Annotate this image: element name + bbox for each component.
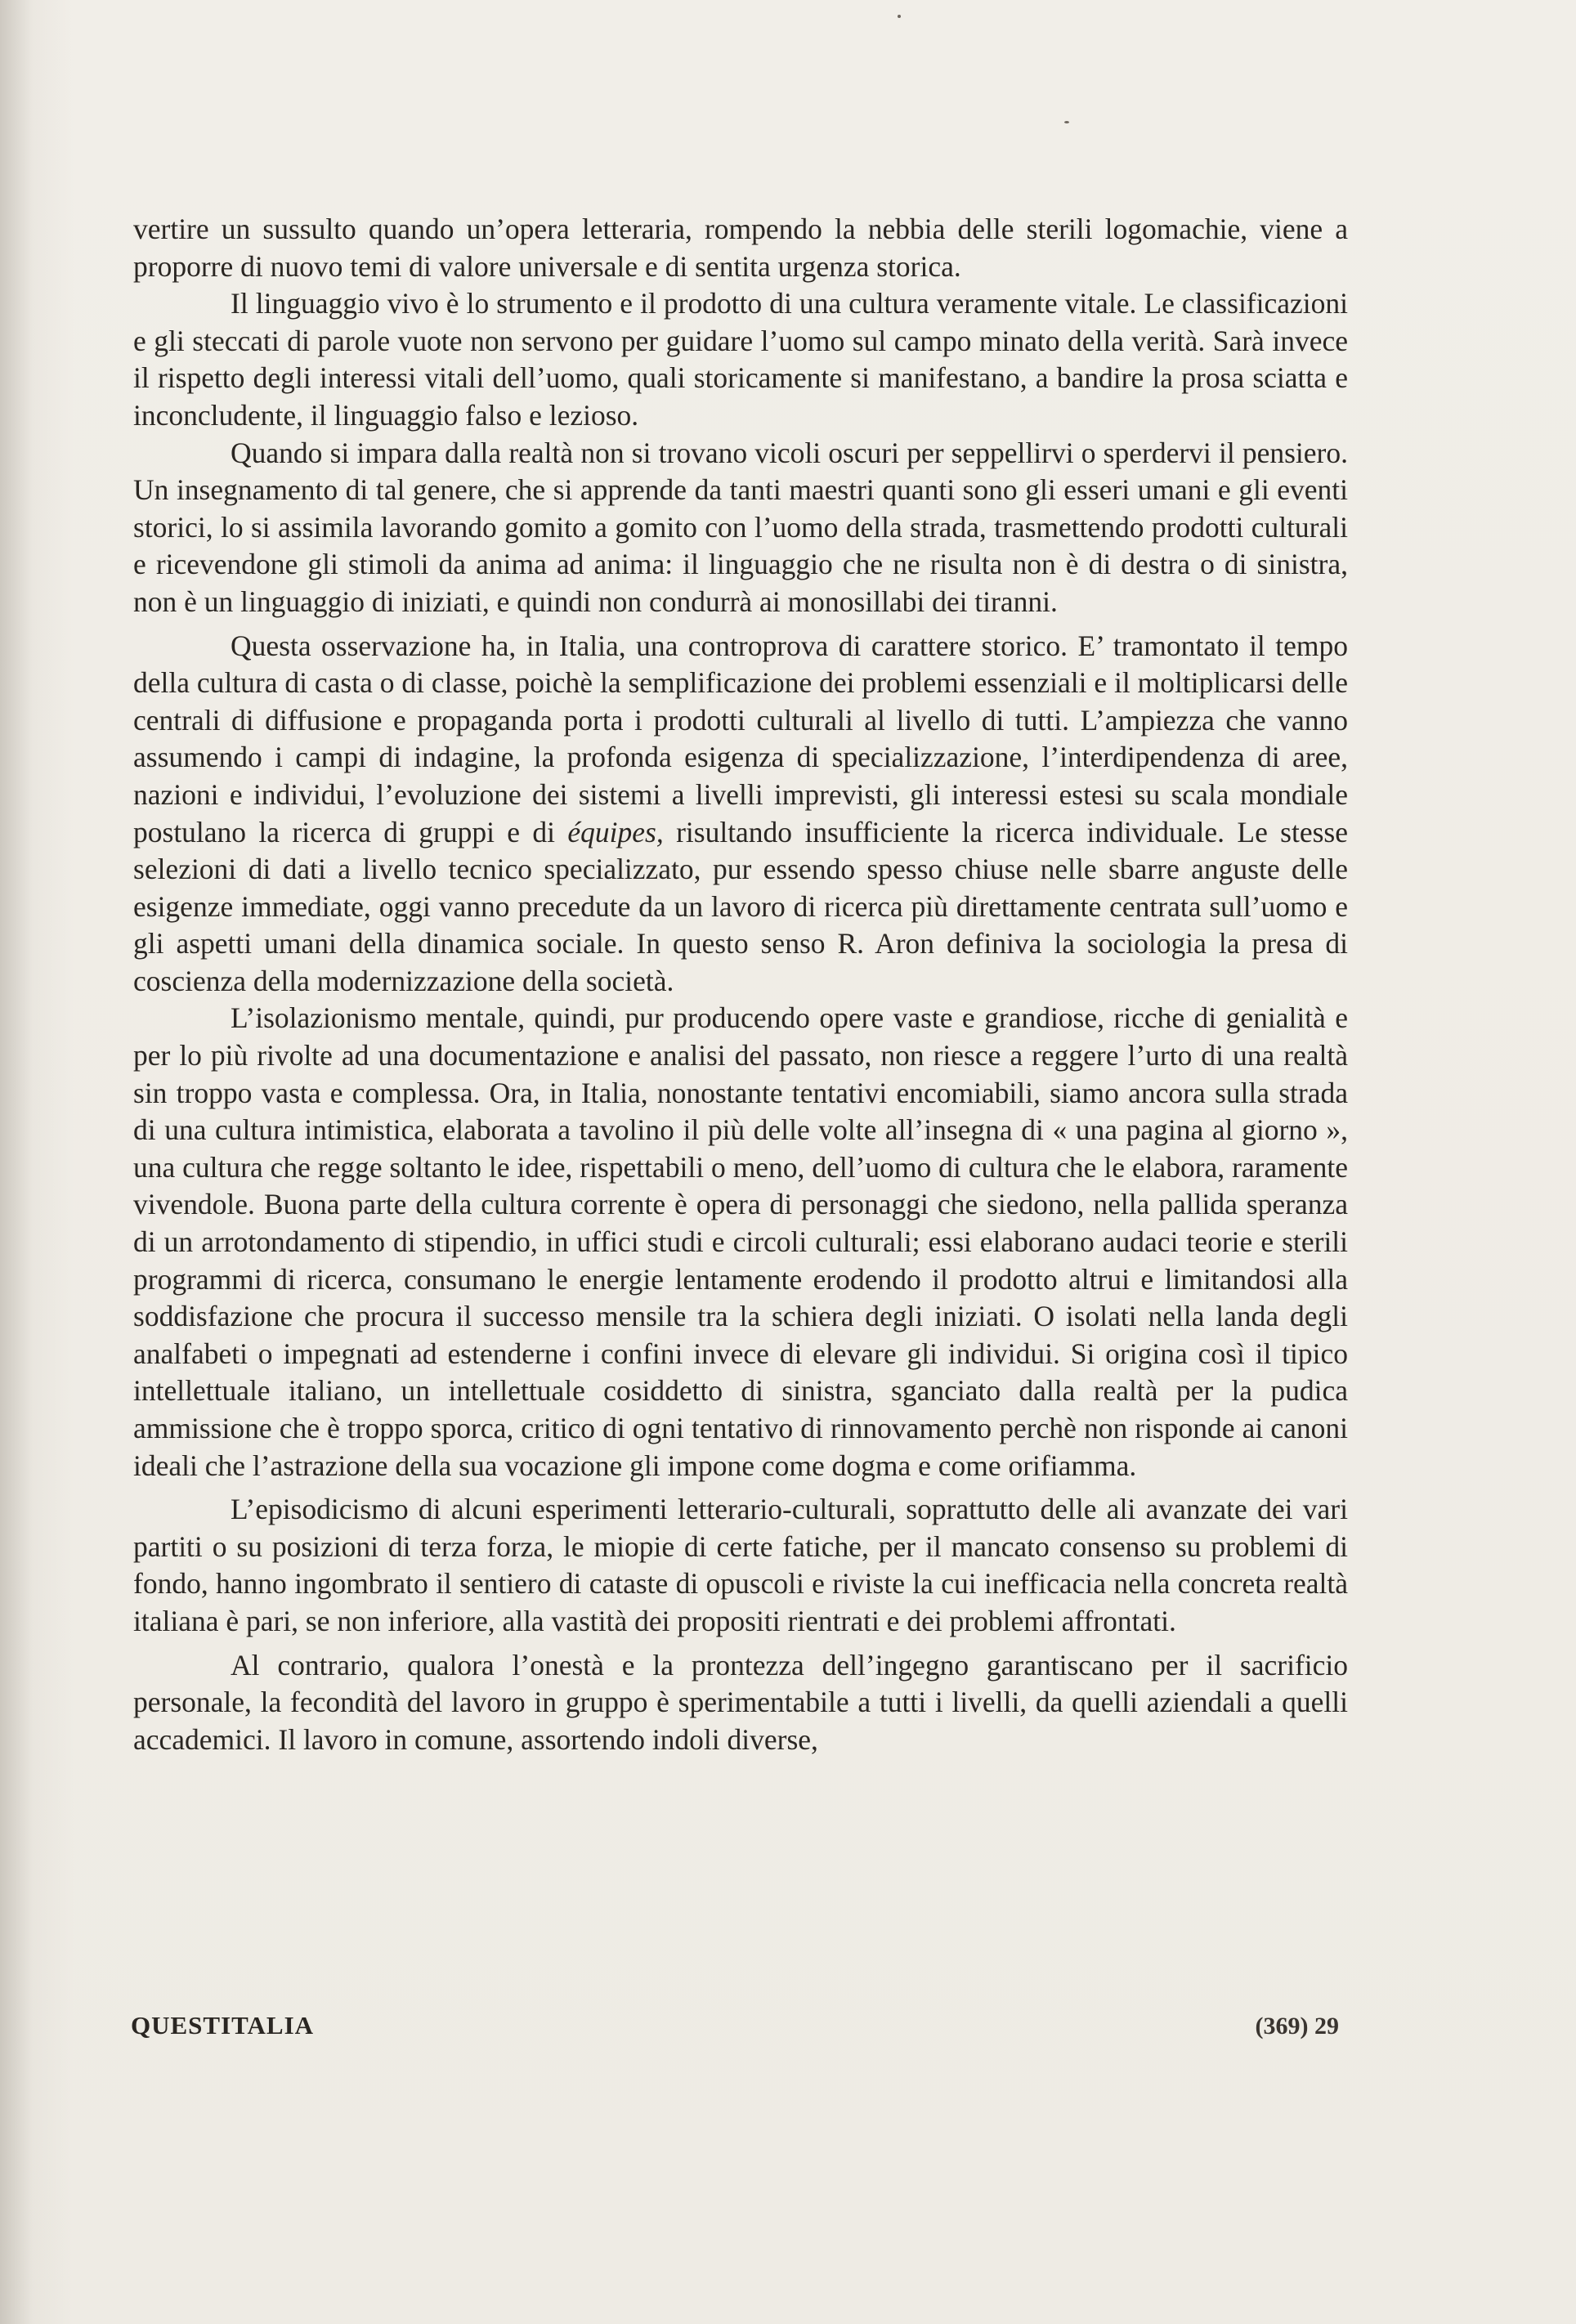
paragraph-5: L’isolazionismo mentale, quindi, pur producendo opere vaste e grandiose, ricche di genialità e per lo più rivolte ad una documentazione e analisi del passato, non riesce a reggere l’urto di una realtà sin troppo vasta e complessa. Ora, in Italia, nonostante tentativi encomiabili, siamo ancora sulla strada di una cultura intimistica, elaborata a tavolino il più delle volte all’insegna di « una pagina al giorno », una cultura che regge soltanto le idee, rispettabili o meno, dell’uomo di cultura che le elabora, raramente vivendole. Buona parte della cultura corrente è opera di personaggi che siedono, nella pallida speranza di un arrotondamento di stipendio, in uffici studi e circoli culturali; essi elaborano audaci teorie e sterili programmi di ricerca, consumano le energie lentamente erodendo il prodotto altrui e limitandosi alla soddisfazione che procura il successo mensile tra la schiera degli iniziati. O isolati nella landa degli analfabeti o impegnati ad estenderne i confini invece di elevare gli individui. Si origina così il tipico intellettuale italiano, un intellettuale cosiddetto di sinistra, sganciato dalla realtà per la pudica ammissione che è troppo sporca, critico di ogni tentativo di rinnovamento perchè non risponde ai canoni ideali che l’astrazione della sua vocazione gli impone come dogma e come orifiamma.	[133, 1001, 1348, 1482]
paragraph-3: Quando si impara dalla realtà non si trovano vicoli oscuri per seppellirvi o sperdervi il pensiero. Un insegnamento di tal genere, che si apprende da tanti maestri quanti sono gli esseri umani e gli eventi storici, lo si assimila lavorando gomito a gomito con l’uomo della strada, trasmettendo prodotti culturali e ricevendone gli stimoli da anima ad anima: il linguaggio che ne risulta non è di destra o di sinistra, non è un linguaggio di iniziati, e quindi non condurrà ai monosillabi dei tiranni.	[133, 436, 1348, 618]
paper-speck	[898, 15, 901, 18]
body-text	[133, 211, 1348, 1758]
page-number: (369) 29	[1255, 2013, 1339, 2040]
paragraph-2: Il linguaggio vivo è lo strumento e il prodotto di una cultura veramente vitale. Le classificazioni e gli steccati di parole vuote non servono per guidare l’uomo sul campo minato della verità. Sarà invece il rispetto degli interessi vitali dell’uomo, quali storicamente si manifestano, a bandire la prosa sciatta e inconcludente, il linguaggio falso e lezioso.	[133, 287, 1348, 432]
paper-speck	[1064, 121, 1069, 123]
paragraph-6: L’episodicismo di alcuni esperimenti letterario-culturali, soprattutto delle ali avanzate dei vari partiti o su posizioni di terza forza, le miopie di certe fatiche, per il mancato consenso su problemi di fondo, hanno ingombrato il sentiero di cataste di opuscoli e riviste la cui inefficacia nella concreta realtà italiana è pari, se non inferiore, alla vastità dei propositi rientrati e dei problemi affrontati.	[133, 1493, 1348, 1637]
paragraph-4-text-b: risultando insufficiente la ricerca individuale. Le stesse selezioni di dati a livello tecnico specializzato, pur essendo spesso chiuse nelle sbarre anguste delle esigenze immediate, oggi vanno precedute da un lavoro di ricerca più direttamente centrata sull’uomo e gli aspetti umani della dinamica sociale. In questo senso R. Aron definiva la sociologia la presa di coscienza della modernizzazione della società.	[133, 815, 1349, 997]
paragraph-4-text-a: Questa osservazione ha, in Italia, una controprova di carattere storico. E’ tramontato il tempo della cultura di casta o di classe, poichè la semplificazione dei problemi essenziali e il moltiplicarsi delle centrali di diffusione e propaganda porta i prodotti culturali al livello di tutti. L’ampiezza che vanno assumendo i campi di indagine, la profonda esigenza di specializzazione, l’interdipendenza di aree, nazioni e individui, l’evoluzione dei sistemi a livelli imprevisti, gli interessi estesi su scala mondiale postulano la ricerca di gruppi e di	[133, 629, 1348, 849]
paragraph-4-italic-term: équipes,	[567, 815, 664, 849]
paragraph-4	[133, 628, 1348, 1001]
paragraph-1: vertire un sussulto quando un’opera letteraria, rompendo la nebbia delle sterili logomachie, viene a proporre di nuovo temi di valore universale e di sentita urgenza storica.	[133, 213, 1348, 283]
running-footer-journal: QUESTITALIA	[131, 2011, 315, 2040]
paragraph-7: Al contrario, qualora l’onestà e la prontezza dell’ingegno garantiscano per il sacrificio personale, la fecondità del lavoro in gruppo è sperimentabile a tutti i livelli, da quelli aziendali a quelli accademici. Il lavoro in comune, assortendo indoli diverse,	[133, 1648, 1348, 1756]
